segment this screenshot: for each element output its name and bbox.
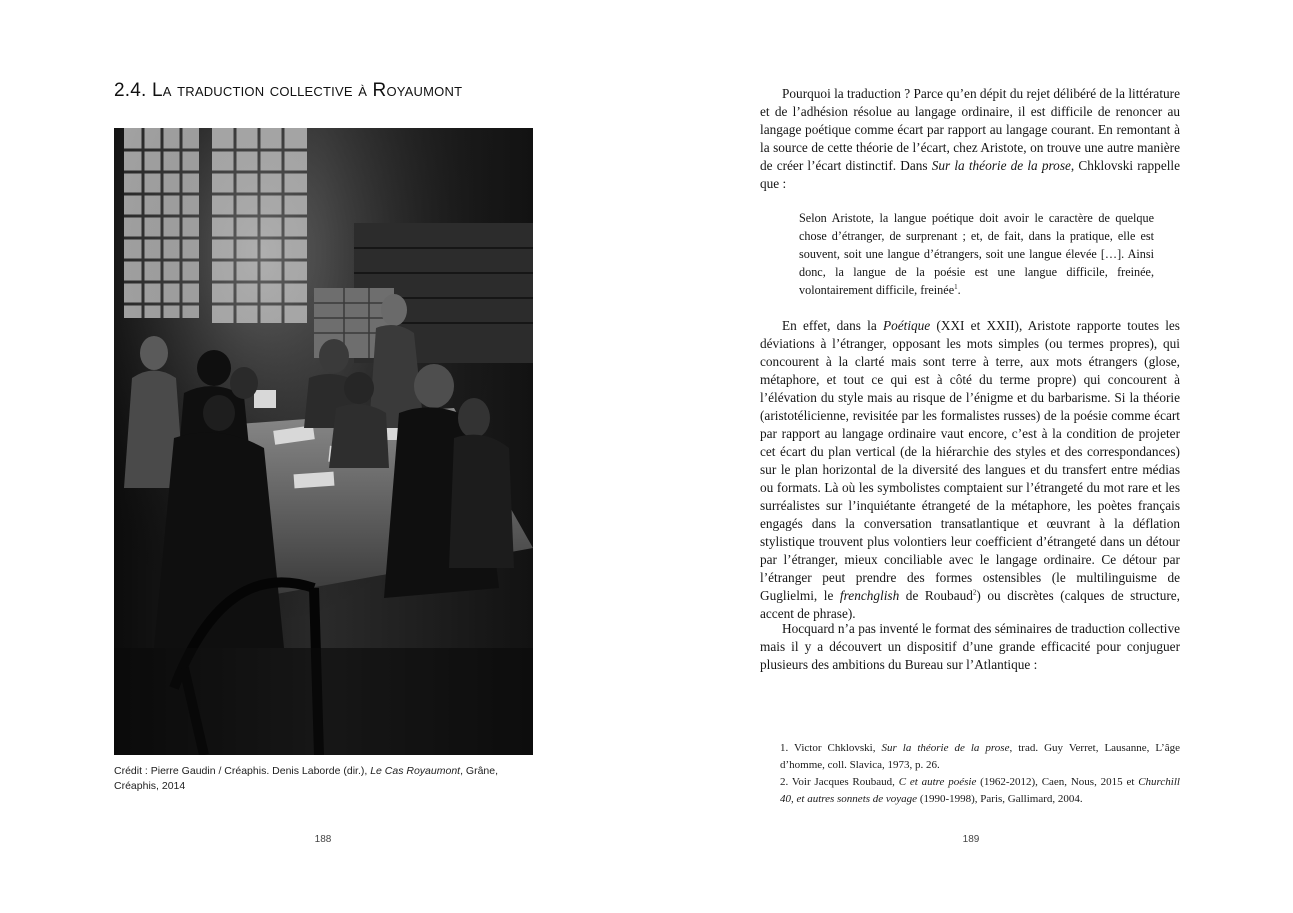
footnote-text-mid: (1962-2012), Caen, Nous, 2015 et (976, 776, 1139, 788)
poetique-title: Poétique (882, 318, 931, 333)
photo-credit (114, 764, 536, 794)
book-title: Sur la théorie de la prose (931, 158, 1071, 173)
block-quote (799, 209, 1154, 299)
paragraph-1 (760, 85, 1180, 193)
credit-text: Crédit : Pierre Gaudin / Créaphis. Denis Laborde (dir.), (114, 765, 371, 777)
footnote-text-end: , trad. Guy Verret, Lausanne, L’âge d’homme, coll. Slavica, 1973, p. 26. (780, 742, 1180, 771)
footnote-2 (780, 774, 1180, 808)
credit-book-title: Le Cas Royaumont (370, 765, 461, 777)
section-number: 2.4. (114, 80, 147, 101)
quote-end: . (957, 283, 961, 297)
credit-text-end: , Grâne, Créaphis, 2014 (114, 765, 499, 792)
photo-illustration (114, 128, 533, 755)
quote-text: Selon Aristote, la langue poétique doit avoir le caractère de quelque chose d’étranger, de surprenant ; et, de fait, dans la pratique, elle est souvent, soit une langue d’étrangers, soit une langue élevée […]. Ainsi donc, la langue de la poésie est une langue difficile, freinée, volontairement difficile, freinée (799, 211, 1154, 297)
paragraph-1-end: , Chklovski rappelle que : (760, 158, 1181, 191)
footnote-title-2: Churchill 40, et autres sonnets de voyage (780, 776, 1180, 805)
paragraph-3-text: Hocquard n’a pas inventé le format des séminaires de traduction collective mais il y a découvert un dispositif d’une grande efficacité pour conjuguer plusieurs des ambitions du Bureau sur l’Atlantique : (760, 621, 1180, 672)
page-number: 188 (314, 834, 332, 845)
footnote-ref-2[interactable]: 2 (972, 588, 977, 597)
footnote-ref-1[interactable]: 1 (954, 282, 958, 291)
section-title: La traduction collective à Royaumont (151, 80, 463, 101)
page-number: 189 (962, 834, 980, 845)
footnote-number: 2. (780, 776, 789, 788)
paragraph-2-end: ) ou discrètes (calques de structure, accent de phrase). (760, 588, 1181, 621)
left-page (0, 0, 646, 913)
paragraph-2-text: En effet, dans la (782, 318, 883, 333)
footnote-title: Sur la théorie de la prose (881, 742, 1010, 754)
footnote-text: Voir Jacques Roubaud, (788, 776, 899, 788)
footnote-title: C et autre poésie (898, 776, 977, 788)
paragraph-3 (760, 620, 1180, 674)
footnote-1 (780, 740, 1180, 774)
footnotes (780, 740, 1180, 808)
footnote-number: 1. (780, 742, 789, 754)
paragraph-2-roubaud: de Roubaud (899, 588, 973, 603)
footnote-text-end: (1990-1998), Paris, Gallimard, 2004. (917, 793, 1083, 805)
paragraph-2-body: (XXI et XXII), Aristote rapporte toutes les déviations à l’étranger, opposant les mots simples (ou termes propres), qui concourent à la clarté mais sont terre à terre, aux mots étrangers (glose, métaphore, et tout ce qui est à côté du terme propre) qui concourent à l’élévation du style mais au risque de l’énigme et du barbarisme. Si la théorie (aristotélicienne, revisitée par les formalistes russes) de la poésie comme écart par rapport au langage ordinaire vaut encore, c’est à la condition de projeter cet écart du plan vertical (de la hiérarchie des styles et des correspondances) sur le plan horizontal de la diversité des langues et du transfert entre médias ou formats. Là où les symbolistes comptaient sur l’étrangeté du mot rare et les surréalistes sur l’inquiétante étrangeté de la métaphore, les poètes français engagés dans la conversation transatlantique et œuvrant à la déflation stylistique trouvent plus volontiers leur coefficient d’étrangeté dans un détour par l’étranger, mieux conciliable avec le langage ordinaire. Ce détour par l’étranger peut prendre des formes ostensibles (le multilinguisme de Guglielmi, le (760, 318, 1180, 603)
frenchglish-term: frenchglish (839, 588, 900, 603)
section-heading (114, 80, 534, 102)
archive-photo (114, 128, 533, 755)
paragraph-2 (760, 317, 1180, 623)
footnote-text: Victor Chklovski, (788, 742, 882, 754)
paragraph-1-text: Pourquoi la traduction ? Parce qu’en dépit du rejet délibéré de la littérature et de l’adhésion résolue au langage ordinaire, il est difficile de renoncer au langage poétique comme écart par rapport au langage courant. En remontant à la source de cette théorie de l’écart, chez Aristote, on trouve une autre manière de créer l’écart distinctif. Dans (760, 86, 1181, 173)
right-page (646, 0, 1293, 913)
